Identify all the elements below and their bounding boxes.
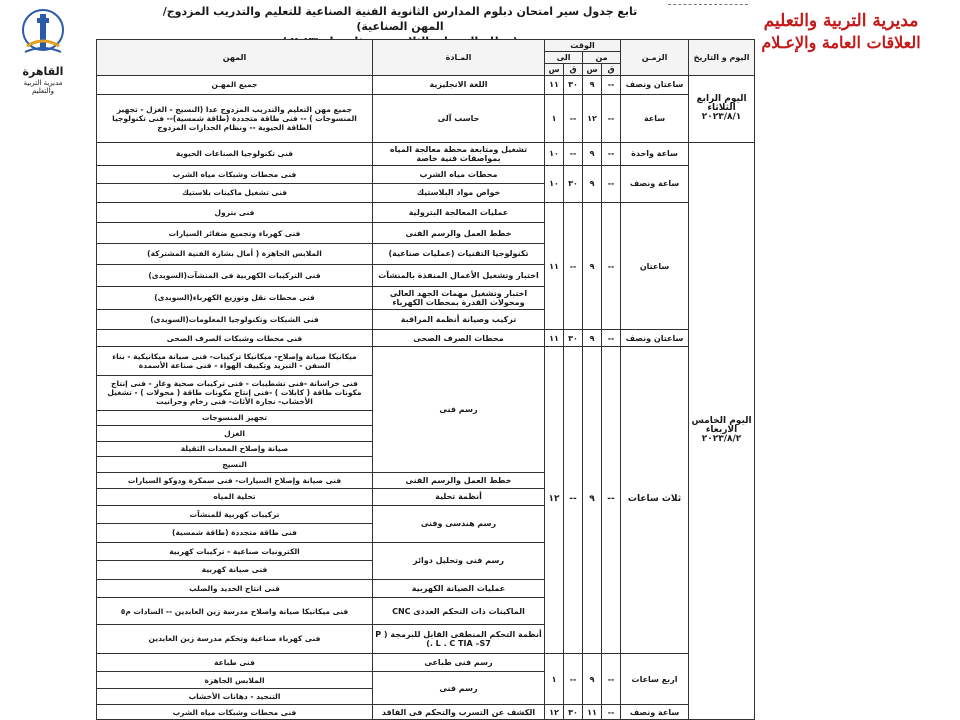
to-hour-cell: ١١ [545,330,564,346]
header-from-hour: س [583,64,602,76]
professions-cell: فنى محطات وشبكات الصرف الصحى [97,330,373,346]
subject-cell: رسم فنى [373,672,545,705]
day-date: ٢٠٢٣/٨/١ [701,112,742,123]
subject-cell: رسم هندسى وفنى [373,505,545,542]
subject-cell: خطط العمل والرسم الفنى [373,223,545,244]
to-minute-cell: ٣٠ [564,705,583,720]
table-row [97,94,755,142]
duration-cell: ثلاث ساعات [621,346,689,653]
to-hour-cell: ١ [545,94,564,142]
professions-cell: فنى تكنولوجيا الصناعات الحيوية [97,142,373,165]
subject-cell: الكشف عن التسرب والتحكم فى الفاقد [373,705,545,720]
subject-cell: خواص مواد البلاستيك [373,184,545,203]
header-professions: المهن [97,40,373,76]
subject-cell: اختبار وتشغيل الأعمال المنفذة بالمنشآت [373,264,545,287]
subject-cell: محطات الصرف الصحى [373,330,545,346]
to-minute-cell: -- [564,94,583,142]
professions-cell: تحلية المياه [97,489,373,505]
directorate-line-1: مديرية التربية والتعليم [763,11,919,31]
professions-cell: تركيبات كهربية للمنشآت [97,505,373,524]
logo-subtitle: مديرية التربية والتعليم [23,79,63,95]
professions-cell: جميع المهـن [97,76,373,95]
professions-cell: فنى صيانة كهربية [97,561,373,580]
from-minute-cell: -- [602,330,621,346]
exam-schedule-table [96,39,755,720]
to-hour-cell: ١٠ [545,142,564,165]
table-row [97,142,755,165]
cairo-tower-logo-icon [21,6,65,64]
subject-cell: عمليات الصيانة الكهربية [373,579,545,598]
header-to-hour: س [545,64,564,76]
to-minute-cell: -- [564,142,583,165]
duration-cell: اربع ساعات [621,653,689,705]
duration-cell: ساعتان [621,202,689,330]
professions-cell: فنى كهرباء وتجميع ضفائر السيارات [97,223,373,244]
professions-cell: الملابس الجاهزة ( أمال بشارة الفنية المشتركة) [97,243,373,264]
from-hour-cell: ٩ [583,76,602,95]
from-minute-cell: -- [602,165,621,202]
professions-cell: النسيج [97,457,373,472]
from-hour-cell: ٩ [583,202,602,330]
subject-cell: أنظمة التحكم المنطقى القابل للبرمجة ( P . L . C TIA –S7) [373,625,545,654]
to-minute-cell: -- [564,346,583,653]
header-duration: الزمـن [621,40,689,76]
professions-cell: تجهيز المنسوجات [97,410,373,425]
subject-cell: تشغيل ومتابعة محطة معالجة المياه بمواصفات فنية خاصة [373,142,545,165]
professions-cell: صيانة وإصلاح المعدات الثقيلة [97,441,373,456]
subject-cell: محطات مياه الشرب [373,165,545,184]
professions-cell: فنى صيانة وإصلاح السيارات- فنى سمكرة ودوكو السيارات [97,472,373,488]
table-row [97,330,755,346]
table-row [97,165,755,184]
professions-cell: فنى انتاج الحديد والصلب [97,579,373,598]
table-row [97,202,755,223]
professions-cell: فنى محطات نقل وتوزيع الكهرباء(السويدى) [97,287,373,310]
duration-cell: ساعة واحدة [621,142,689,165]
duration-cell: ساعة ونصف [621,705,689,720]
subject-cell: أنظمة تحلية [373,489,545,505]
professions-cell: فنى التركيبات الكهربية فى المنشآت(السويدى) [97,264,373,287]
professions-cell: فنى طباعة [97,653,373,672]
from-minute-cell: -- [602,76,621,95]
logo-city: القاهرة [22,65,64,78]
title-line-1: تابع جدول سير امتحان دبلوم المدارس الثانوية الفنية الصناعية للتعليم والتدريب المزدوج/المهن الصناعية) [162,5,638,33]
professions-cell: فنى محطات وشبكات مياه الشرب [97,705,373,720]
to-minute-cell: ٣٠ [564,165,583,202]
subject-cell: رسم فنى طباعى [373,653,545,672]
from-minute-cell: -- [602,346,621,653]
directorate-line-2: العلاقات العامة والإعـلام [761,33,921,52]
from-hour-cell: ٩ [583,346,602,653]
table-row [97,653,755,672]
duration-cell: ساعتان ونصف [621,330,689,346]
subject-cell: حاسب آلى [373,94,545,142]
subject-cell: رسم فنى [373,346,545,472]
header-to-minute: ق [564,64,583,76]
decorative-dashes [668,4,748,5]
to-minute-cell: -- [564,653,583,705]
to-minute-cell: -- [564,202,583,330]
subject-cell: رسم فنى وتحليل دوائر [373,542,545,579]
from-hour-cell: ٩ [583,165,602,202]
from-minute-cell: -- [602,653,621,705]
to-minute-cell: ٣٠ [564,330,583,346]
subject-cell: تركيب وصيانة أنظمة المراقبة [373,309,545,330]
professions-cell: الكترونيات صناعية - تركيبات كهربية [97,542,373,561]
to-hour-cell: ١ [545,653,564,705]
to-hour-cell: ١٠ [545,165,564,202]
from-minute-cell: -- [602,705,621,720]
professions-cell: جميع مهن التعليم والتدريب المزدوج عدا (النسيج - الغزل - تجهيز المنسوجات ) -- فنى طاقة متجددة (طاقة شمسية)-- فنى تكنولوجيا الطاقة الحيوية -- ونظام الجدارات المزدوج [97,94,373,142]
header-day: اليوم و التاريخ [689,40,755,76]
from-hour-cell: ٩ [583,330,602,346]
header-time: الوقت [545,40,621,52]
table-row [97,76,755,95]
subject-cell: اللغة الانجليزية [373,76,545,95]
subject-cell: الماكينات ذات التحكم العددى CNC [373,598,545,625]
table-row [97,346,755,375]
day-name: اليوم الخامس [691,416,752,427]
subject-cell: تكنولوجيا التقنيات (عمليات صناعية) [373,243,545,264]
to-minute-cell: ٣٠ [564,76,583,95]
subject-cell: خطط العمل والرسم الفنى [373,472,545,488]
from-hour-cell: ٩ [583,142,602,165]
from-minute-cell: -- [602,202,621,330]
professions-cell: الملابس الجاهزة [97,672,373,688]
day-date: ٢٠٢٣/٨/٢ [701,434,742,445]
professions-cell: فنى محطات وشبكات مياه الشرب [97,165,373,184]
directorate-header [736,10,946,54]
professions-cell: فنى تشغيل ماكينات بلاستيك [97,184,373,203]
professions-cell: التنجيد - دهانات الأخشاب [97,688,373,704]
professions-cell: فنى كهرباء صناعية وتحكم مدرسة زين العابدين [97,625,373,654]
subject-cell: اختبار وتشغيل مهمات الجهد العالى ومحولات القدرة بمحطات الكهرباء [373,287,545,310]
duration-cell: ساعة ونصف [621,165,689,202]
professions-cell: فنى طاقة متجددة (طاقة شمسية) [97,524,373,543]
header-to: الى [545,52,583,64]
professions-cell: ميكانيكا صيانة وإصلاح- ميكانيكا تركيبات- فنى صيانة ميكانيكية - بناء السفن - التبريد وتكييف الهواء - فنى صناعة الأسمدة [97,346,373,375]
from-minute-cell: -- [602,94,621,142]
duration-cell: ساعة [621,94,689,142]
logo [12,6,74,100]
day-weekday: الاربعاء [705,425,738,436]
professions-cell: فنى ميكانيكا صيانة واصلاح مدرسة زين العابدين -- السادات م٥ [97,598,373,625]
day-weekday: الثلاثاء [707,103,736,114]
day-cell [689,76,755,143]
header-from: من [583,52,621,64]
to-hour-cell: ١١ [545,76,564,95]
to-hour-cell: ١١ [545,202,564,330]
header-from-minute: ق [602,64,621,76]
to-hour-cell: ١٢ [545,346,564,653]
header-subject: المـادة [373,40,545,76]
from-hour-cell: ١١ [583,705,602,720]
duration-cell: ساعتان ونصف [621,76,689,95]
table-row [97,705,755,720]
from-hour-cell: ١٢ [583,94,602,142]
day-name: اليوم الرابع [696,94,747,105]
day-cell [689,142,755,719]
to-hour-cell: ١٢ [545,705,564,720]
professions-cell: الغزل [97,426,373,441]
subject-cell: عمليات المعالجة البترولية [373,202,545,223]
professions-cell: فنى بترول [97,202,373,223]
professions-cell: فنى خراسانة -فنى تشطيبات - فنى تركيبات صحية وغاز - فنى إنتاج مكونات طاقة ( كابلات ) -فنى إنتاج مكونات طاقة ( محولات ) - تشغيل الأخشاب- نجارة الأثاث- فنى رخام وجرانيت [97,375,373,410]
from-hour-cell: ٩ [583,653,602,705]
from-minute-cell: -- [602,142,621,165]
professions-cell: فنى الشبكات وتكنولوجيا المعلومات(السويدى) [97,309,373,330]
